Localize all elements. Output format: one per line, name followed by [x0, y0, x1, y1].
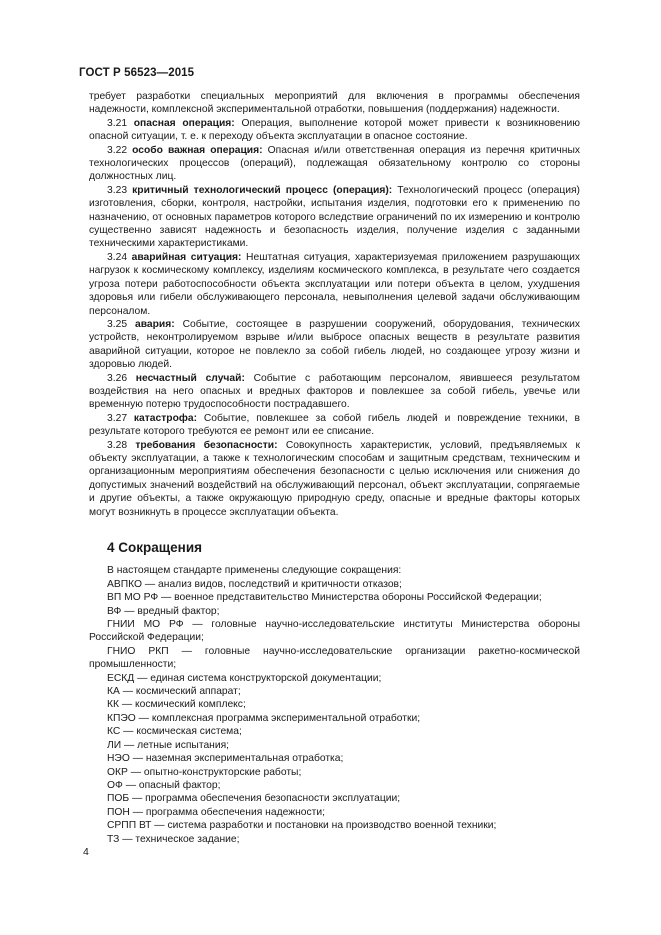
section-4-title: 4 Сокращения [107, 540, 202, 555]
abbreviation-item: НЭО — наземная экспериментальная отработка; [107, 753, 344, 765]
definition-term: опасная операция: [133, 117, 235, 129]
abbreviation-item: ВП МО РФ — военное представительство Министерства обороны Российской Федерации; [107, 592, 542, 604]
definition-term: несчастный случай: [135, 372, 245, 384]
definition-3-21 [89, 117, 580, 144]
abbreviation-item: ГНИИ МО РФ — головные научно-исследовательские институты Министерства обороны Российской Федерации; [89, 619, 580, 644]
definition-3-22 [89, 144, 580, 184]
definition-term: аварийная ситуация: [131, 251, 242, 263]
abbreviation-item: КС — космическая система; [107, 726, 242, 738]
definition-3-23 [89, 184, 580, 251]
page-number: 4 [83, 846, 89, 858]
abbreviation-item: ГНИО РКП — головные научно-исследовательские организации ракетно-космической промышленности; [89, 645, 580, 671]
definition-text: Событие, повлекшее за собой гибель людей и повреждение техники, в результате которого требуются ее ремонт или ее списание. [89, 412, 580, 438]
definition-number: 3.28 [107, 439, 128, 451]
document-header: ГОСТ Р 56523—2015 [79, 67, 195, 79]
abbreviation-item: АВПКО — анализ видов, последствий и критичности отказов; [107, 578, 402, 590]
abbreviation-item: СРПП ВТ — система разработки и постановки на производство военной техники; [107, 820, 497, 832]
definition-number: 3.26 [107, 372, 128, 384]
definition-term: особо важная операция: [132, 144, 263, 156]
definition-number: 3.24 [107, 251, 128, 263]
abbreviation-item: ЛИ — летные испытания; [107, 739, 230, 751]
abbreviation-item: ТЗ — техническое задание; [107, 833, 240, 845]
continuation-paragraph: требует разработки специальных мероприятий для включения в программы обеспечения надежности, комплексной экспериментальной отработки, повышения (поддержания) надежности. [89, 91, 580, 116]
definition-text: Технологический процесс (операция) изготовления, сборки, контроля, настройки, испытания изделия, подготовки его к применению по назначению, от основных параметров которого вследствие ограничений по их измерению и контролю существенно зависят надежность и безопасность изделия, получение изделия с заданными техническими характеристиками. [89, 184, 580, 250]
definition-3-25 [89, 318, 580, 372]
definition-term: требования безопасности: [135, 439, 278, 451]
abbreviation-item: ОКР — опытно-конструкторские работы; [107, 766, 302, 778]
definition-3-26 [89, 372, 580, 412]
definition-term: катастрофа: [133, 412, 198, 424]
definition-number: 3.25 [107, 318, 128, 330]
definition-number: 3.21 [107, 117, 128, 129]
definition-text: Опасная и/или ответственная операция из перечня критичных технологических процессов (операций), подлежащая обязательному контролю со стороны должностных лиц. [89, 144, 580, 183]
definition-3-28 [89, 439, 580, 519]
definition-text: Событие, состоящее в разрушении сооружений, оборудования, технических устройств, неконтролируемом взрыве и/или выбросе опасных веществ в результате развития аварийной ситуации, которое не повлекло за собой гибель людей, но создающее угрозу жизни и здоровью людей. [89, 318, 580, 371]
section-4-intro: В настоящем стандарте применены следующие сокращения: [107, 565, 402, 577]
abbreviation-item: ПОН — программа обеспечения надежности; [107, 806, 325, 818]
definition-number: 3.22 [107, 144, 128, 156]
definition-text: Нештатная ситуация, характеризуемая приложением разрушающих нагрузок к космическому комплексу, изделиям космического комплекса, в результате чего создается угроза потери работоспособности объекта эксплуатации или потери объекта в целом, ухудшения здоровья или гибели обслуживающего персонала, невыполнения целевой задачи обслуживающим персоналом. [89, 251, 580, 317]
abbreviation-item: ОФ — опасный фактор; [107, 779, 221, 791]
definition-text: Событие с работающим персоналом, явившееся результатом воздействия на него опасных и вредных факторов и повлекшее за собой гибель, увечье или временную потерю трудоспособности пострадавшего. [89, 372, 580, 411]
abbreviation-item: ВФ — вредный фактор; [107, 605, 220, 617]
abbreviation-list [89, 578, 580, 846]
page-body [89, 90, 580, 846]
abbreviation-item: КА — космический аппарат; [107, 686, 241, 698]
definition-text: Операция, выполнение которой может привести к возникновению опасной ситуации, т. е. к переходу объекта эксплуатации в опасное состояние. [89, 117, 580, 143]
definition-term: авария: [134, 318, 175, 330]
definition-3-27 [89, 412, 580, 439]
definition-number: 3.27 [107, 412, 128, 424]
abbreviation-item: ЕСКД — единая система конструкторской документации; [107, 672, 382, 684]
abbreviation-item: КК — космический комплекс; [107, 699, 246, 711]
abbreviation-item: ПОБ — программа обеспечения безопасности эксплуатации; [107, 793, 401, 805]
definition-term: критичный технологический процесс (операция): [132, 184, 393, 196]
definition-3-24 [89, 251, 580, 318]
abbreviation-item: КПЭО — комплексная программа экспериментальной отработки; [107, 712, 421, 724]
definition-number: 3.23 [107, 184, 128, 196]
definition-text: Совокупность характеристик, условий, предъявляемых к объекту эксплуатации, а также к технологическим способам и защитным средствам, техническим и организационным мероприятиям обеспечения безопасности с целью исключения или снижения до допустимых значений воздействий на обслуживающий персонал, объект эксплуатации, сопрягаемые и другие объекты, а также окружающую природную среду, опасные и вредные факторы которых могут возникнуть в процессе эксплуатации объекта. [89, 439, 580, 518]
